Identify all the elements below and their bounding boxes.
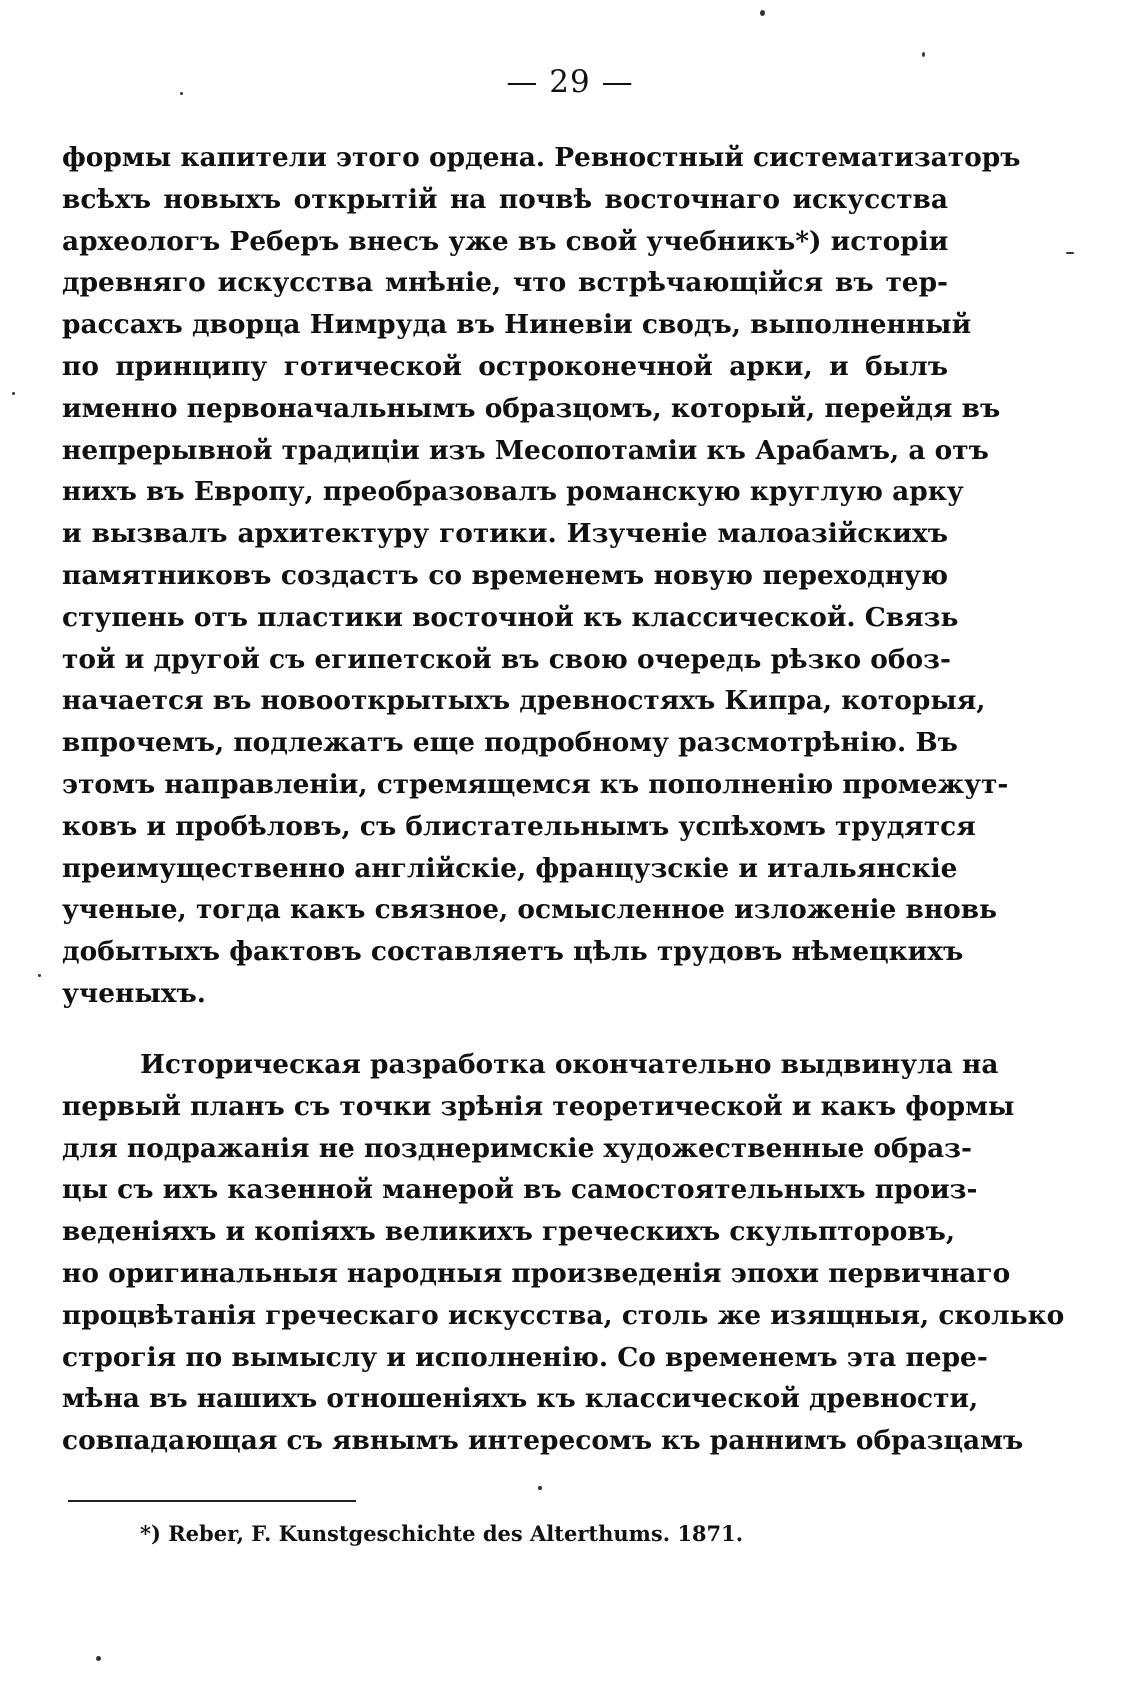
footnote: *) Reber, F. Kunstgeschichte des Alterthums. 1871.	[140, 1521, 744, 1546]
scan-speck	[96, 1656, 101, 1661]
scan-speck	[38, 974, 41, 977]
footnote-divider	[68, 1500, 356, 1502]
scan-speck	[922, 52, 925, 57]
text-line: ступень отъ пластики восточной къ классической. Связь	[62, 601, 959, 633]
text-line: именно первоначальнымъ образцомъ, который, перейдя въ	[62, 392, 1001, 424]
text-line: но оригинальныя народныя произведенія эпохи первичнаго	[62, 1257, 1011, 1289]
text-line: для подражанія не позднеримскіе художественные образ-	[62, 1132, 972, 1164]
scan-speck	[12, 392, 15, 395]
text-line: непрерывной традиціи изъ Месопотаміи къ Арабамъ, а отъ	[62, 434, 989, 466]
scan-speck	[538, 1486, 542, 1490]
text-line: мѣна въ нашихъ отношеніяхъ къ классической древности,	[62, 1383, 979, 1415]
text-line: всѣхъ новыхъ открытій на почвѣ восточнаго искусства	[62, 183, 948, 215]
text-line: начается въ новооткрытыхъ древностяхъ Кипра, которыя,	[62, 685, 986, 717]
text-line: древняго искусства мнѣніе, что встрѣчающійся въ тер-	[62, 267, 948, 299]
scan-speck	[1066, 252, 1074, 254]
text-line: той и другой съ египетской въ свою очередь рѣзко обоз-	[62, 643, 951, 675]
text-line: этомъ направленіи, стремящемся къ пополненію промежут-	[62, 768, 1009, 800]
text-line: Историческая разработка окончательно выдвинула на	[140, 1049, 999, 1080]
text-line: первый планъ съ точки зрѣнія теоретической и какъ формы	[62, 1090, 1015, 1122]
text-line: нихъ въ Европу, преобразовалъ романскую круглую арку	[62, 476, 964, 508]
text-line: преимущественно англійскіе, французскіе и итальянскіе	[62, 852, 958, 884]
text-line: археологъ Реберъ внесъ уже въ свой учебникъ*) исторіи	[62, 225, 949, 257]
page-number: — 29 —	[506, 64, 634, 100]
text-line: и вызвалъ архитектуру готики. Изученіе малоазійскихъ	[62, 518, 948, 550]
text-line: рассахъ дворца Нимруда въ Ниневіи сводъ, выполненный	[62, 309, 972, 341]
text-line: цы съ ихъ казенной манерой въ самостоятельныхъ произ-	[62, 1174, 978, 1206]
scan-speck	[760, 10, 765, 16]
text-line: ковъ и пробѣловъ, съ блистательнымъ успѣхомъ трудятся	[62, 810, 976, 842]
text-line: ученыхъ.	[62, 977, 206, 1009]
paragraph-2	[62, 1044, 1065, 1462]
text-line: по принципу готической остроконечной арки, и былъ	[62, 350, 948, 382]
scan-speck	[180, 92, 183, 95]
text-line: впрочемъ, подлежатъ еще подробному разсмотрѣнію. Въ	[62, 727, 958, 759]
text-line: процвѣтанія греческаго искусства, столь же изящныя, сколько	[62, 1299, 1065, 1331]
text-line: формы капители этого ордена. Ревностный систематизаторъ	[62, 142, 1021, 173]
text-line: добытыхъ фактовъ составляетъ цѣль трудовъ нѣмецкихъ	[62, 936, 964, 968]
text-line: веденіяхъ и копіяхъ великихъ греческихъ скульпторовъ,	[62, 1216, 956, 1248]
text-line: ученые, тогда какъ связное, осмысленное изложеніе вновь	[62, 894, 998, 926]
paragraph-1	[62, 137, 1021, 1015]
text-line: строгія по вымыслу и исполненію. Со временемъ эта пере-	[62, 1341, 988, 1373]
text-line: памятниковъ создастъ со временемъ новую переходную	[62, 559, 948, 591]
text-line: совпадающая съ явнымъ интересомъ къ раннимъ образцамъ	[62, 1425, 1024, 1457]
